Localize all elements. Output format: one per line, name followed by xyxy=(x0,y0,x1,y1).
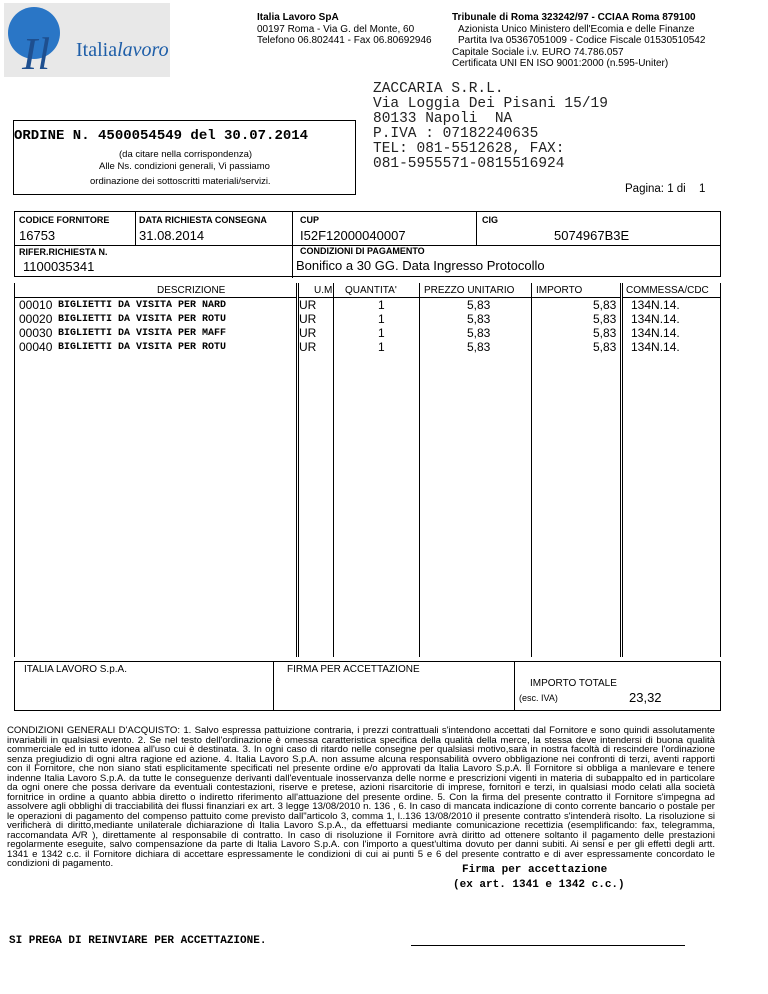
row-um: UR xyxy=(299,312,317,326)
totale-label: IMPORTO TOTALE xyxy=(530,678,617,689)
rifer-label: RIFER.RICHIESTA N. xyxy=(19,247,108,257)
row-commessa: 134N.14. xyxy=(631,298,680,312)
registry-line: Partita Iva 05367051009 - Codice Fiscale 01530510542 xyxy=(458,35,706,46)
return-note: SI PREGA DI REINVIARE PER ACCETTAZIONE. xyxy=(9,935,267,947)
row-qty: 1 xyxy=(378,298,385,312)
header-price: PREZZO UNITARIO xyxy=(424,285,515,296)
row-commessa: 134N.14. xyxy=(631,312,680,326)
registry-line: Capitale Sociale i.v. EURO 74.786.057 xyxy=(452,46,624,58)
data-value: 31.08.2014 xyxy=(139,228,205,243)
cig-label: CIG xyxy=(482,215,499,225)
company-name: Italia Lavoro SpA xyxy=(257,12,339,23)
row-price: 5,83 xyxy=(467,312,491,326)
recipient-address xyxy=(373,82,608,172)
header-qty: QUANTITA' xyxy=(345,285,397,296)
row-position: 00030 xyxy=(19,326,53,340)
footer-box xyxy=(14,661,721,711)
esc-iva-label: (esc. IVA) xyxy=(519,693,558,703)
row-description: BIGLIETTI DA VISITA PER MAFF xyxy=(58,328,227,339)
order-note: Alle Ns. condizioni generali, Vi passiamo xyxy=(99,161,270,172)
issuer-label: ITALIA LAVORO S.p.A. xyxy=(24,664,128,675)
signature-subtitle: (ex art. 1341 e 1342 c.c.) xyxy=(453,879,625,891)
registry-line: Azionista Unico Ministero dell'Ecomia e delle Finanze xyxy=(458,23,695,35)
condizioni-label: CONDIZIONI DI PAGAMENTO xyxy=(300,246,425,256)
condizioni-value: Bonifico a 30 GG. Data Ingresso Protocollo xyxy=(296,258,545,273)
codice-label: CODICE FORNITORE xyxy=(19,215,110,225)
row-position: 00010 xyxy=(19,298,53,312)
header-amount: IMPORTO xyxy=(536,285,583,296)
order-box xyxy=(13,120,356,195)
recipient-line: 081-5955571-0815516924 xyxy=(373,156,565,172)
recipient-line: P.IVA : 07182240635 xyxy=(373,126,539,142)
items-table xyxy=(14,283,721,657)
row-qty: 1 xyxy=(378,312,385,326)
recipient-line: 80133 Napoli NA xyxy=(373,111,513,127)
row-position: 00040 xyxy=(19,340,53,354)
row-qty: 1 xyxy=(378,326,385,340)
order-title: ORDINE N. 4500054549 del 30.07.2014 xyxy=(14,128,309,144)
data-label: DATA RICHIESTA CONSEGNA xyxy=(139,215,267,225)
svg-text:Il: Il xyxy=(22,28,51,77)
row-description: BIGLIETTI DA VISITA PER ROTU xyxy=(58,314,227,325)
general-conditions: CONDIZIONI GENERALI D'ACQUISTO: 1. Salvo espressa pattuizione contraria, i prezzi contrattuali s'intendono accettati dal Fornitore e sono quindi assolutamente invariabili in qualsiasi evento. 2. Se nel testo dell'ordinazione è omessa caratteristica specifica della qualità della merce, la stessa deve intendersi di buona qualità commerciale ed in tutto idonea all'uso cui è destinata. 3. In ogni caso di ritardo nelle consegne per qualsiasi motivo,sarà in nostra facoltà di rescindere l'ordinazione senza pregiudizio di ogni altra ragione ed azione. 4. Italia Lavoro S.p.A. non assume alcuna responsabilità ovvero obbligazione nei confronti di terzi, aventi rapporti con il Fornitore, che non siano stati esplicitamente specificati nel presente ordine e/o approvati da Italia Lavoro S.p.A. Il Fornitore si obbliga a manlevare e tenere indenne Italia Lavoro S.p.A. da tutte le conseguenze derivanti dall'eventuale inosservanza delle norme e prescrizioni vigenti in materia di subappalto ed in particolare da ogni onere che possa derivare da eventuali contestazioni, riserve e pretese, azioni risarcitorie di imprese, fornitori e terzi, in qualsiasi modo celati alla società fornitrice in ordine a quanto abbia diretto o indiretto riferimento all'attuazione del presente ordine. 5. Con la firma del presente contratto il Fornitore s'impegna ad assolvere agli obblighi di tracciabilità dei flussi finanziari ex art. 3 legge 13/08/2010 n. 136 , 6. In caso di mancata indicazione di conto corrente bancario o postale per le operazioni di pagamento del compenso pattuito come previsto dall"articolo 3, comma 1, l..136 13/08/2010 il presente contratto s'intenderà risolto. La risoluzione si verificherà di diritto,mediante unilaterale dichiarazione di Italia Lavoro S.p.A., da effettuarsi mediante comunicazione recettizia (esemplificando: fax, telegramma, raccomandata A/R ), direttamente al responsabile di contratto. In caso di risoluzione il Fornitore avrà diritto ad ottenere soltanto il pagamento delle prestazioni regolarmente eseguite, salvo compensazione da parte di Italia Lavoro S.p.A. con l'importo a quest'ultima dovuto per danni subiti. Ai sensi e per gli effetti degli artt. 1341 e 1342 c.c. il Fornitore dichiara di accettare espressamente le condizioni di cui ai punti 5 e 6 del presente contratto e di aver espressamente concordato le condizioni di pagamento. xyxy=(7,725,715,869)
cup-value: I52F12000040007 xyxy=(300,228,406,243)
order-note: ordinazione dei sottoscritti materiali/servizi. xyxy=(90,176,271,187)
company-address: 00197 Roma - Via G. del Monte, 60 xyxy=(257,23,415,35)
row-um: UR xyxy=(299,326,317,340)
cig-value: 5074967B3E xyxy=(554,228,630,243)
page-indicator xyxy=(625,183,705,195)
page-label: Pagina: 1 di xyxy=(625,183,686,195)
registry-line: Tribunale di Roma 323242/97 - CCIAA Roma 879100 xyxy=(452,12,696,23)
row-price: 5,83 xyxy=(467,340,491,354)
company-phone: Telefono 06.802441 - Fax 06.80692946 xyxy=(257,35,432,46)
row-amount: 5,83 xyxy=(593,326,617,340)
recipient-line: ZACCARIA S.R.L. xyxy=(373,81,504,97)
row-price: 5,83 xyxy=(467,326,491,340)
order-note: (da citare nella corrispondenza) xyxy=(119,149,253,160)
page-total: 1 xyxy=(698,183,706,195)
row-um: UR xyxy=(299,298,317,312)
rifer-value: 1100035341 xyxy=(23,259,95,274)
header-desc: DESCRIZIONE xyxy=(157,285,226,296)
row-position: 00020 xyxy=(19,312,53,326)
row-commessa: 134N.14. xyxy=(631,326,680,340)
row-commessa: 134N.14. xyxy=(631,340,680,354)
header-um: U.M xyxy=(314,285,333,296)
header-commessa: COMMESSA/CDC xyxy=(626,285,709,296)
row-qty: 1 xyxy=(378,340,385,354)
row-amount: 5,83 xyxy=(593,298,617,312)
company-logo xyxy=(4,3,170,77)
recipient-line: TEL: 081-5512628, FAX: xyxy=(373,141,565,157)
totale-value: 23,32 xyxy=(629,690,662,705)
row-description: BIGLIETTI DA VISITA PER ROTU xyxy=(58,342,227,353)
codice-value: 16753 xyxy=(19,228,56,243)
row-description: BIGLIETTI DA VISITA PER NARD xyxy=(58,300,227,311)
logo-text-italic: lavoro xyxy=(117,39,169,61)
registry-info xyxy=(452,12,705,70)
info-grid xyxy=(14,211,721,277)
signature-title: Firma per accettazione xyxy=(462,864,608,876)
cup-label: CUP xyxy=(300,215,320,225)
logo-text: Italia xyxy=(76,39,118,61)
firma-label: FIRMA PER ACCETTAZIONE xyxy=(287,664,420,675)
row-price: 5,83 xyxy=(467,298,491,312)
row-amount: 5,83 xyxy=(593,312,617,326)
signature-line[interactable] xyxy=(411,945,685,946)
row-um: UR xyxy=(299,340,317,354)
registry-line: Certificata UNI EN ISO 9001:2000 (n.595-Uniter) xyxy=(452,58,669,69)
row-amount: 5,83 xyxy=(593,340,617,354)
recipient-line: Via Loggia Dei Pisani 15/19 xyxy=(373,96,608,112)
company-info xyxy=(257,12,432,47)
